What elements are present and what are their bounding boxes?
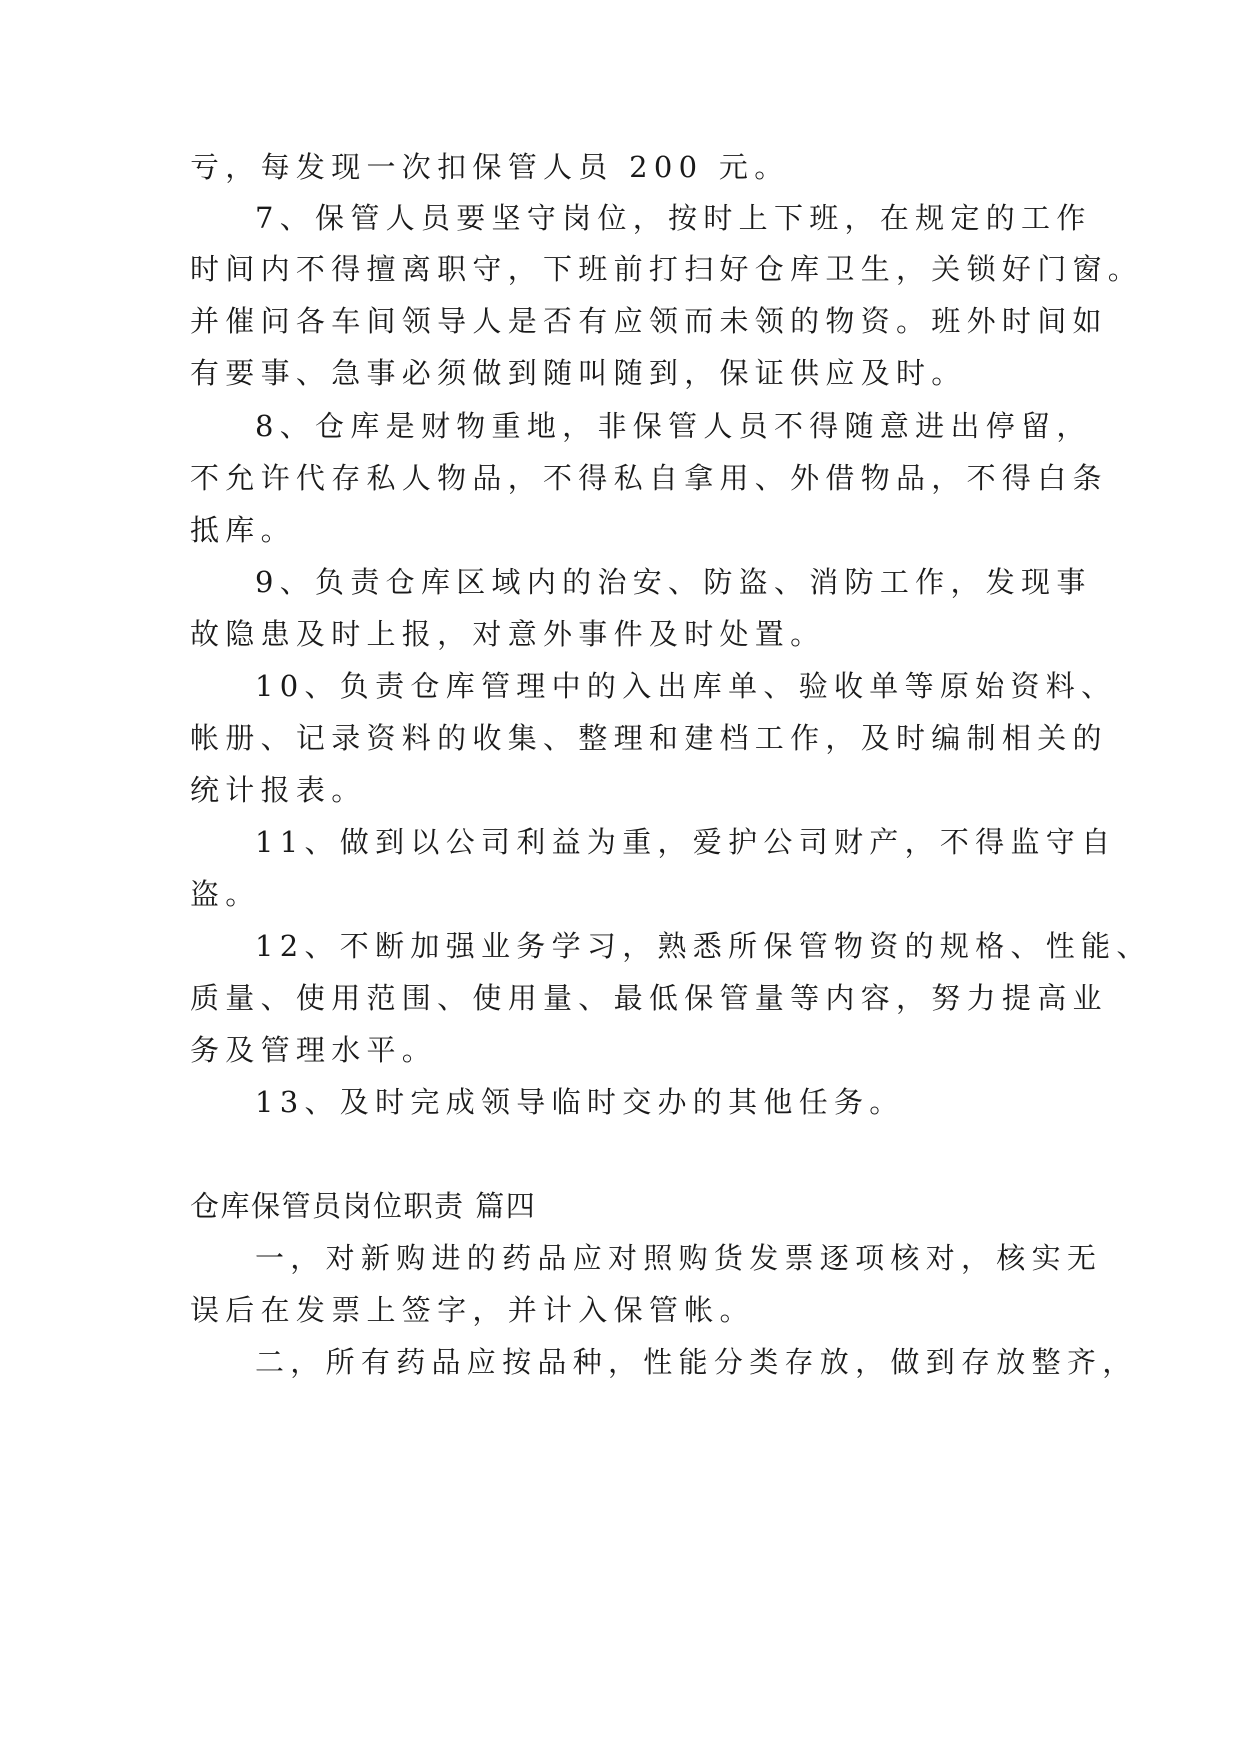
text-line: 11、做到以公司利益为重，爱护公司财产，不得监守自 (255, 825, 1117, 859)
text-line: 有要事、急事必须做到随叫随到，保证供应及时。 (190, 356, 967, 390)
text-line: 帐册、记录资料的收集、整理和建档工作，及时编制相关的 (190, 721, 1108, 755)
text-line: 务及管理水平。 (190, 1033, 438, 1067)
section-heading: 仓库保管员岗位职责 篇四 (190, 1189, 537, 1223)
text-line: 不允许代存私人物品，不得私自拿用、外借物品，不得白条 (190, 461, 1108, 495)
text-line: 10、负责仓库管理中的入出库单、验收单等原始资料、 (255, 669, 1117, 703)
text-line: 9、负责仓库区域内的治安、防盗、消防工作，发现事 (255, 565, 1092, 599)
text-line: 8、仓库是财物重地，非保管人员不得随意进出停留， (255, 409, 1092, 443)
text-line: 统计报表。 (190, 773, 367, 807)
text-line: 盗。 (190, 877, 261, 911)
text-line: 12、不断加强业务学习，熟悉所保管物资的规格、性能、 (255, 929, 1152, 963)
text-line: 7、保管人员要坚守岗位，按时上下班，在规定的工作 (255, 201, 1092, 235)
text-line: 一，对新购进的药品应对照购货发票逐项核对，核实无 (255, 1241, 1103, 1275)
text-line: 质量、使用范围、使用量、最低保管量等内容，努力提高业 (190, 981, 1108, 1015)
text-line: 抵库。 (190, 513, 296, 547)
text-line: 时间内不得擅离职守，下班前打扫好仓库卫生，关锁好门窗。 (190, 252, 1144, 286)
text-line: 并催问各车间领导人是否有应领而未领的物资。班外时间如 (190, 304, 1108, 338)
text-line: 13、及时完成领导临时交办的其他任务。 (255, 1085, 905, 1119)
text-line: 二，所有药品应按品种，性能分类存放，做到存放整齐， (255, 1345, 1138, 1379)
text-line: 故隐患及时上报，对意外事件及时处置。 (190, 617, 826, 651)
text-line: 误后在发票上签字，并计入保管帐。 (190, 1293, 755, 1327)
text-line: 亏，每发现一次扣保管人员 200 元。 (190, 150, 790, 184)
